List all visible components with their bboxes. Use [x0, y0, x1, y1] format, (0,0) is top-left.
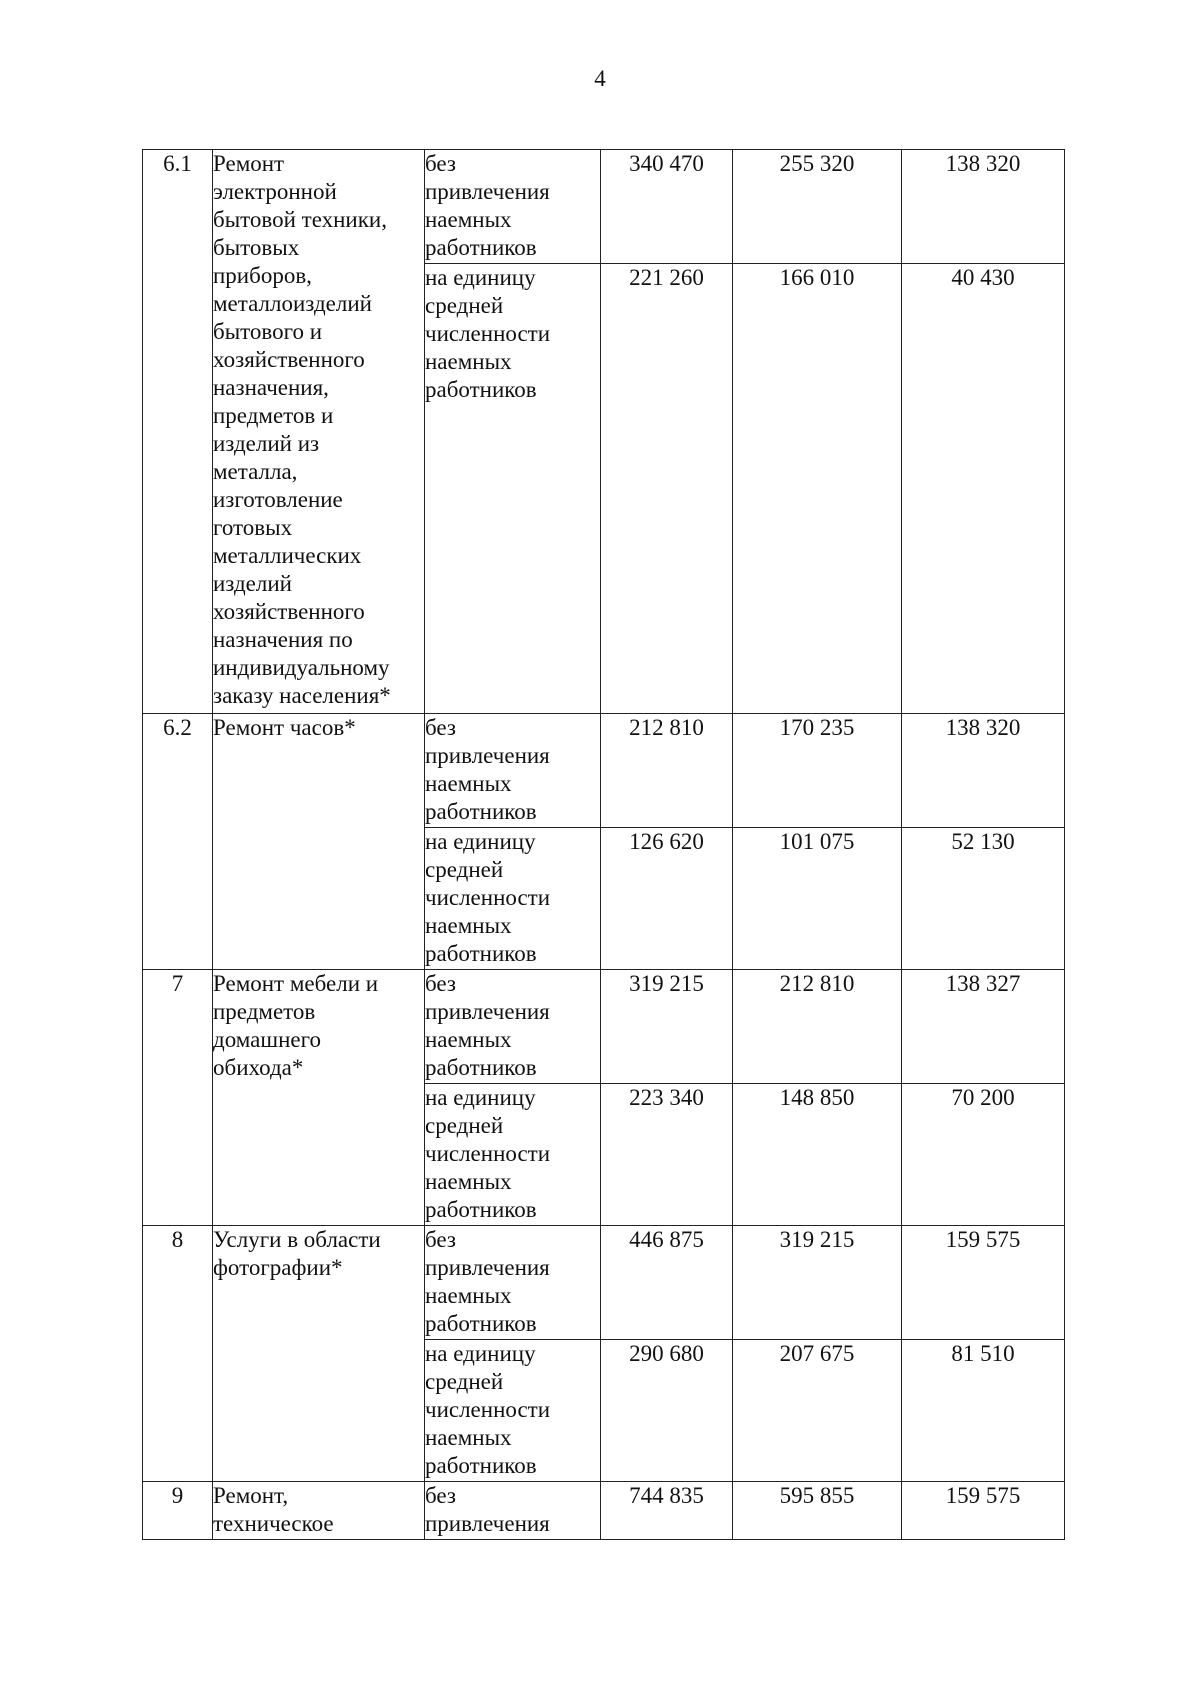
row-number: 8: [143, 1226, 213, 1482]
condition-cell: на единицу средней численности наемных работников: [425, 264, 601, 714]
row-number: 6.1: [143, 150, 213, 714]
value-cell: 446 875: [601, 1226, 733, 1340]
value-cell: 40 430: [902, 264, 1065, 714]
activity-name: Ремонт электронной бытовой техники, бытовых приборов, металлоизделий бытового и хозяйственного назначения, предметов и изделий из металла, изготовление готовых металлических изделий хозяйственного назначения по индивидуальному заказу населения*: [213, 150, 425, 714]
value-cell: 223 340: [601, 1084, 733, 1226]
condition-cell: на единицу средней численности наемных работников: [425, 828, 601, 970]
value-cell: 744 835: [601, 1482, 733, 1540]
value-cell: 148 850: [733, 1084, 902, 1226]
value-cell: 126 620: [601, 828, 733, 970]
activity-name: Ремонт мебели и предметов домашнего обихода*: [213, 970, 425, 1226]
value-cell: 138 327: [902, 970, 1065, 1084]
value-cell: 52 130: [902, 828, 1065, 970]
value-cell: 212 810: [733, 970, 902, 1084]
row-number: 9: [143, 1482, 213, 1540]
row-number: 6.2: [143, 714, 213, 970]
value-cell: 70 200: [902, 1084, 1065, 1226]
table-row: [143, 1482, 1065, 1540]
condition-cell: на единицу средней численности наемных работников: [425, 1084, 601, 1226]
value-cell: 159 575: [902, 1482, 1065, 1540]
value-cell: 159 575: [902, 1226, 1065, 1340]
page-number: 4: [594, 66, 606, 91]
condition-cell: без привлечения наемных работников: [425, 714, 601, 828]
activity-name: Ремонт часов*: [213, 714, 425, 970]
value-cell: 595 855: [733, 1482, 902, 1540]
value-cell: 212 810: [601, 714, 733, 828]
value-cell: 81 510: [902, 1340, 1065, 1482]
value-cell: 101 075: [733, 828, 902, 970]
row-number: 7: [143, 970, 213, 1226]
value-cell: 207 675: [733, 1340, 902, 1482]
activity-name: Ремонт, техническое: [213, 1482, 425, 1540]
value-cell: 138 320: [902, 714, 1065, 828]
activity-name: Услуги в области фотографии*: [213, 1226, 425, 1482]
value-cell: 138 320: [902, 150, 1065, 264]
value-cell: 170 235: [733, 714, 902, 828]
value-cell: 255 320: [733, 150, 902, 264]
table-row: [143, 714, 1065, 828]
table-row: [143, 150, 1065, 264]
value-cell: 221 260: [601, 264, 733, 714]
value-cell: 340 470: [601, 150, 733, 264]
condition-cell: без привлечения наемных работников: [425, 1226, 601, 1340]
table-row: [143, 1226, 1065, 1340]
condition-cell: на единицу средней численности наемных работников: [425, 1340, 601, 1482]
value-cell: 166 010: [733, 264, 902, 714]
value-cell: 319 215: [601, 970, 733, 1084]
table-row: [143, 970, 1065, 1084]
condition-cell: без привлечения наемных работников: [425, 970, 601, 1084]
condition-cell: без привлечения: [425, 1482, 601, 1540]
value-cell: 290 680: [601, 1340, 733, 1482]
condition-cell: без привлечения наемных работников: [425, 150, 601, 264]
value-cell: 319 215: [733, 1226, 902, 1340]
tax-rates-table: [142, 149, 1065, 1540]
